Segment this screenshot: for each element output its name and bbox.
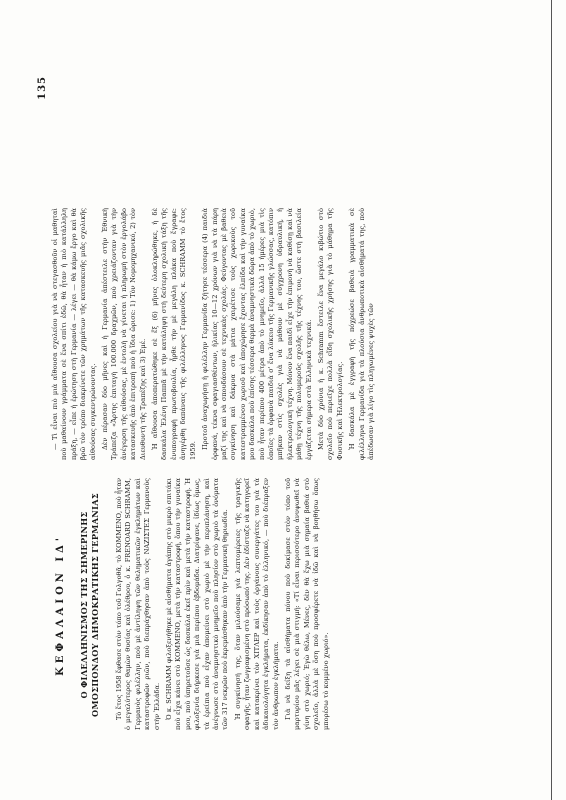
rotated-text-page (37, 70, 547, 730)
paragraph: Προτοῦ ἀναχωρήσῃ ἡ φιλέλλην Γερμανίδα ζήτησε τέσσερα (4) παιδιὰ ὀρφανά, τέκνα σφαγιασθέντων, ἡλικίας 10—12 χρόνων γιὰ νὰ τὰ πάρη μαζί της καὶ νὰ σπουδάσουν σὲ τεχνικὰς σχολάς. Φεύγοντας μὲ βαθειὰ συγκίνηση καὶ δάκρυα στὰ μάτια χαιρέτισε τοὺς χωρικοὺς τοῦ κατεστραμμένου χωριοῦ καὶ ἀποχώρησε ἔχοντας ἐλπίδα καὶ τὴν γυναίκα μου δασκάλα ποὺ ἐπίσης τέσσερα θερμὰ ἀναμνηστικὰ δῶρα ἀπὸ τὸ χωριὸ, ποὺ ἦταν περίπου 400 μέτρα ἀπὸ τὸ μνημεῖο, ἀλλὰ 15 ἡμέρες μιὰ τὶς ὁποῖες τὰ ὀρφανὰ παιδιὰ σ' ἕνα λύκειο τῆς Γερμανικῆς γλώσσας, κατόπιν μπῆκαν στὶς σχολὲς γιὰ νὰ μάθουν μὲ σύγχρονη ὑδραυλική, ἡ ἠλεκτρολογικὴ τέχνη. Μόνον ἕνα παιδὶ εἶχε τὴν ἐπιμονὴ νὰ καθίσῃ καὶ νὰ μάθῃ τέχνη τῆς πολυμεροῦς σχολῆς τῆς τέχνης του, ὥστε στὴ βασιλεία ἐργάζεται σήμερα στὰ Ἑλληνικὰ τεχνικά. (201, 208, 313, 460)
paragraph: Γιὰ νὰ δείξη τὰ αἰσθήματα πόνου ποὺ δοκίμασε στὸν τόπο τοῦ μαρτυρίου μᾶς λέγει σὲ μιὰ στιγμή: «Τί εἶναι περισσότερο ἀνυψωθεῖ νὰ γίνη στὸ χωριό; Ἐγὼ θέλω, Μένες, δὲν θὰ ἔχω μιὰ σημαία βαθιά στὸ σχολεῖο, ἀλλὰ μὲ ὅση ποὺ προσφέρετε νὰ ἰδῶ καὶ νὰ βοηθήσω ὅπως μπορέσω τὸ κομμένο χωριό». (283, 478, 330, 730)
paragraph: Ἡ συγκίνησή της, ὅταν μιλούσαμε γιὰ λεπτομέρειες τῆς τραγικῆς σφαγῆς, ἦταν ζωγραφισμένη στὸ πρόσωπό της. Δὲν ἐδίσταζε νὰ κατηγορεῖ καὶ κατακρίνει τὸν ΧΙΤΛΕΡ καὶ τοὺς ὀργάνους συνεργάτες του γιὰ τὰ ἀδικαιολόγητα ἐγκλήματα, ἐκδίκησαν ἀπὸ τὸ ἑλληνικό, — ποὺ διέπραξεν τὸν ἄνθρωπον ἐγκλήματα. (233, 478, 280, 730)
paragraph: — Τὶ εἶναι πιὸ μιὰ αἴθουσα σχολείου γιὰ νὰ στεγασθοῦν οἱ μαθηταὶ ποὺ μαθαίνουν γράμματα σὲ ἕνα σπίτι ἐδῶ, θὰ ἦταν ἡ πιὸ κατάλληλη πράξη, — εἶπε ἡ ἐρώτηση στὴ Γερμανία — λέγει — θὰ κάμω ἔργο καὶ θὰ βρῶ τὸν τρόπο διακρίνετε τῶν χρημάτων τῆς κατασκευῆς μιᾶς σχολικῆς αἰθούσας συγκεντρώνοντας. (51, 208, 97, 460)
chapter-subtitle: Ο ΦΙΛΕΛΛΗΝΙΣΜΟΣ ΤΗΣ ΣΗΜΕΡΙΝΗΣ ΟΜΟΣΠΟΝΔΟΥ ΔΗΜΟΚΡΑΤΙΚΗΣ ΓΕΡΜΑΝΙΑΣ (79, 493, 100, 717)
paragraph: Ἡ δασκάλα μὲ ἐγγραφὴ τῆς πόχρεώσε βαθειὰ γραμματικὰ σὲ φιλέλληνα Γερμανίδα γιὰ τὰ πλούσια ἀνθρωποτικὰ αἰσθήματά της, ποὺ ἀπέδωσαν γιὰ λίγο τὶς πληγωμένες ψυχὲς τῶν (348, 208, 375, 460)
right-column (51, 208, 379, 460)
page-number: 135 (37, 76, 48, 100)
chapter-title: ΚΕΦΑΛΑΙΟΝ ΙΔ' (55, 534, 66, 676)
paragraph: Τὸ ἔτος 1958 ἔφθασε στὸν τόπο τοῦ Γολγοθᾶ, τὸ ΚΟΜΜΕΝΟ, ποὺ ἦταν ὁ μεγαλύτερος θαμὼν θυσίας καὶ ὀλέθρου, ὁ κ. FRENOARD SCHRAMM, Γερμανὸς φιλέλλην, ποὺ μὲ ἀντίληψη τῶν θεληματικῶν ἐγκλημάτων καὶ καταστροφῶν ριῶν, ποὺ διεπράχθησαν ἀπὸ τοὺς ΝΑΖΙΣΤΕΣ Γερμανοὺς στὴν Ἑλλάδα. (115, 478, 161, 730)
paragraph: Ὁ κ. SCHRAMM φιλοξενήθηκε μὲ αἰσθήματα ἀγάπης στὸ μικρὸ σπιτάκι ποὺ εἶχα κάνει στὸ ΚΟΜΜΕΝΟ, μετὰ τὴν καταστροφή, ὅπου τὴν γυναίκα μου, ποὺ ὑπηρετοῦσε ὡς δασκάλα ἐκεῖ πρὶν καὶ μετὰ τὴν καταστροφή. Ἡ φιλοξενία διήρκεσε γιὰ μιὰ περίπου ἑβδομάδα. Διατρίψανε, ἰδίως ὅμως, τὰ ἐρείπια ποὺ εἶχαν ἀπομείνει στὸ χωριὸ μὲ τὴν περιπλάνηση, καὶ ἀνέγνωσε στὸ ἀναμνηστικὸ μνημεῖο ποὺ πλησίον στὸ χωριὸ τὰ ὀνόματα τῶν 317 νεκρῶν ποὺ ἐκρεμάσθηκαν ἀπὸ τὴν Γερμανικὴ θηριωδία. (165, 478, 230, 730)
left-column (115, 478, 334, 730)
paragraph: Ἡ αἴθουσα ἀποπερατώθηκε σὲ ἕξ (6) μῆνες ὁλοκληρώθηκε, ἡ δὲ δασκάλα Ἑλένη Παππᾶ μὲ τὴν κατάληψη στὴ δεύτερη σχολικὴ τάξη τῆς ἐνυπογραφὴ πρωτοβουλία, ἦρθε τὴν μὲ μεγάλη πλάκα ποὺ ἔγραφε: ἀνηγέρθη δαπάναις τῆς φιλέλληνος Γερμανίδος κ. SCHRAMM τὸ ἔτος 1959. (151, 208, 197, 460)
paragraph: Δὲν πέρασαν δύο μῆνες καὶ ἡ Γερμανία ἀπέστειλε στὴν Ἐθνικὴ Τράπεζα «Ἄρτης ἐπιταγὴ 100.000 δραχμῶν, ποὺ χρειάζονταν γιὰ τὴν ἀνέγερση τῆς αἰθούσας, μὲ ἐντολὴ νὰ γίνεται ἡ πληρωμὴ στὸν ἐργολάβο κατασκευῆς ἀπὸ ἐπιτροπὴ ποὺ ἡ ἴδια ὥρισε: 1) Τὸν Νομομηχανικό, 2) τὸν Διευθυντὴ τῆς Τραπέζης καὶ 3) Ἐμέ. (101, 208, 147, 460)
scan-edge-line (551, 0, 552, 800)
paragraph: Μετὰ δύο χρόνια ἡ κ. Schramm ἔστειλε ἕνα μεγάλο κιβώτιο στὸ σχολεῖο ποὺ περιεῖχε πολλὰ εἴδη σχολικῆς χρήσης γιὰ τὸ μάθημα τῆς Φυσικῆς καὶ Ἠλεκτρολογίας. (316, 208, 344, 460)
